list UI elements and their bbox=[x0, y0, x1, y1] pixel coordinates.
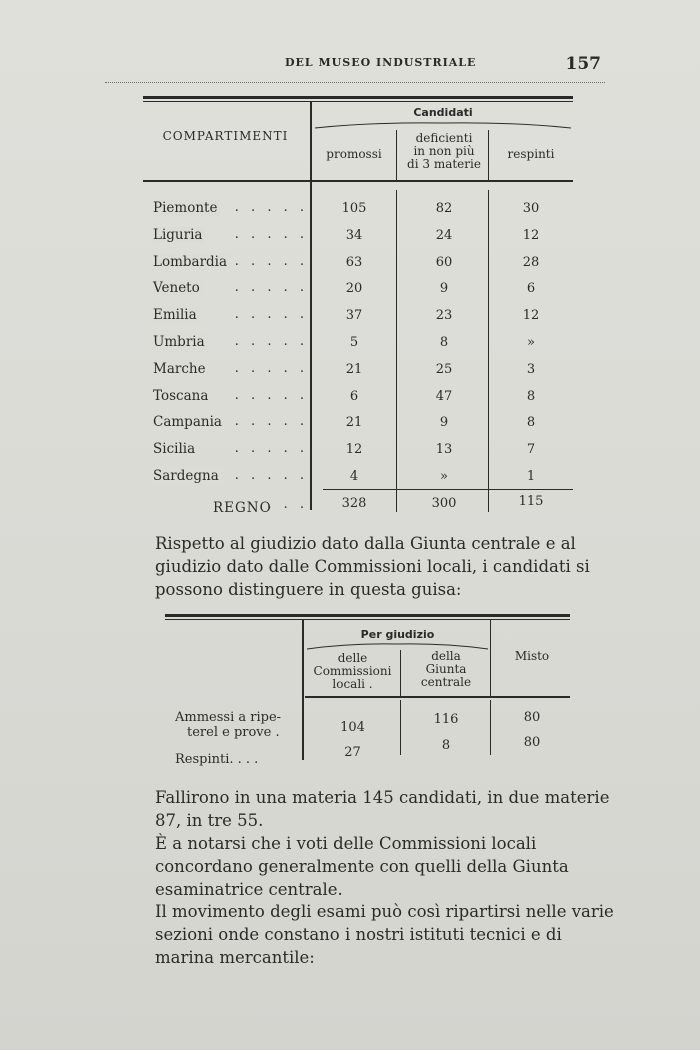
col-header-commissioni bbox=[305, 652, 400, 691]
leader-dots: . . . . . bbox=[234, 360, 308, 376]
row-name: Emilia bbox=[153, 307, 200, 323]
table2-header-rule bbox=[305, 696, 570, 698]
row-label-ammessi-line1: Ammessi a ripe- bbox=[175, 710, 282, 725]
paragraph-2: Fallirono in una materia 145 candidati, in due materie 87, in tre 55. bbox=[155, 788, 610, 830]
cell-deficienti: 9 bbox=[439, 281, 449, 297]
page-number: 157 bbox=[565, 54, 601, 74]
cell-promossi: 34 bbox=[345, 227, 363, 243]
row-label-ammessi bbox=[175, 710, 300, 740]
paragraph-1: Rispetto al giudizio dato dalla Giunta centrale e al giudizio dato dalle Commissioni locali, i candidati si possono distinguere in questa guisa: bbox=[155, 534, 590, 599]
leader-dots: . . . . . bbox=[234, 414, 308, 430]
col-header-commissioni-line3: locali . bbox=[332, 677, 373, 691]
col-header-giunta bbox=[402, 650, 490, 689]
cell-promossi: 105 bbox=[341, 201, 367, 216]
table2-col-divider-2 bbox=[490, 700, 491, 755]
col-header-deficienti-line2: in non più bbox=[413, 144, 475, 158]
cell-deficienti: 8 bbox=[439, 335, 449, 350]
table-row bbox=[143, 250, 573, 276]
ammessi-giunta: 116 bbox=[433, 712, 459, 727]
respinti-misto: 80 bbox=[523, 735, 541, 750]
table-row bbox=[143, 464, 573, 490]
judgement-table bbox=[165, 612, 575, 767]
cell-respinti: 8 bbox=[526, 415, 536, 431]
cell-promossi: 37 bbox=[345, 308, 363, 324]
leader-dots: . . . . . bbox=[234, 307, 308, 323]
cell-respinti: 12 bbox=[522, 308, 540, 324]
leader-dots: . . . . . bbox=[234, 334, 308, 349]
cell-deficienti: 13 bbox=[435, 442, 453, 458]
cell-promossi: 6 bbox=[349, 388, 359, 404]
cell-respinti: 3 bbox=[526, 361, 536, 377]
respinti-commissioni: 27 bbox=[344, 745, 361, 760]
candidates-table bbox=[143, 96, 573, 516]
table2-col-divider-2h bbox=[490, 620, 491, 696]
col-divider-1h bbox=[396, 130, 397, 182]
col-header-promossi: promossi bbox=[326, 147, 382, 161]
table2-top-rule bbox=[165, 614, 570, 617]
leader-dots: . . . . . bbox=[234, 387, 308, 403]
row-name: Toscana bbox=[153, 388, 211, 404]
row-name: Sicilia bbox=[153, 441, 198, 457]
row-name: Lombardia bbox=[153, 254, 230, 270]
total-respinti: 115 bbox=[518, 494, 544, 509]
group-header-per-giudizio: Per giudizio bbox=[360, 628, 435, 641]
col-header-giunta-line2: Giunta bbox=[425, 662, 467, 676]
table-row bbox=[143, 223, 573, 249]
col-header-giunta-line3: centrale bbox=[420, 675, 472, 689]
row-name: Umbria bbox=[153, 334, 208, 350]
row-name: Liguria bbox=[153, 227, 205, 243]
row-name: Marche bbox=[153, 361, 209, 377]
table-row bbox=[143, 276, 573, 302]
table-row bbox=[143, 384, 573, 410]
table-row bbox=[143, 357, 573, 383]
cell-deficienti: » bbox=[440, 469, 448, 484]
total-rule bbox=[323, 489, 573, 490]
leader-dots: . . . . . bbox=[234, 226, 308, 242]
cell-respinti: » bbox=[527, 335, 535, 350]
table2-col-divider-1h bbox=[400, 650, 401, 696]
row-name: Sardegna bbox=[153, 468, 222, 484]
cell-deficienti: 47 bbox=[435, 388, 453, 404]
cell-respinti: 8 bbox=[526, 388, 536, 404]
row-name: Piemonte bbox=[153, 200, 220, 216]
total-label: REGNO bbox=[213, 500, 272, 516]
running-header-title: DEL MUSEO INDUSTRIALE bbox=[285, 56, 477, 69]
leader-dots: . . . . . bbox=[234, 200, 308, 215]
table-row bbox=[143, 410, 573, 436]
paragraph-4: Il movimento degli esami può così ripartirsi nelle varie sezioni onde constano i nostri istituti tecnici e di marina mercantile: bbox=[155, 902, 614, 967]
col-header-commissioni-line2: Commissioni bbox=[313, 664, 392, 678]
group-header-candidati: Candidati bbox=[413, 106, 473, 119]
cell-deficienti: 24 bbox=[435, 227, 453, 243]
cell-deficienti: 9 bbox=[439, 415, 449, 431]
stub-header: COMPARTIMENTI bbox=[162, 129, 289, 143]
table2-col-divider-1 bbox=[400, 700, 401, 755]
leader-dots: . . . . . bbox=[234, 441, 308, 457]
table-top-rule bbox=[143, 96, 573, 99]
col-header-deficienti bbox=[399, 132, 489, 171]
leader-dots: . . . bbox=[267, 497, 308, 512]
cell-respinti: 30 bbox=[522, 201, 540, 216]
cell-respinti: 12 bbox=[522, 227, 540, 243]
row-label-ammessi-line2: terel e prove . bbox=[187, 725, 280, 740]
table-row bbox=[143, 196, 573, 222]
cell-respinti: 7 bbox=[526, 442, 536, 458]
table2-stub-divider bbox=[302, 620, 304, 760]
cell-promossi: 4 bbox=[349, 469, 359, 484]
cell-promossi: 21 bbox=[345, 361, 363, 377]
running-header bbox=[105, 52, 605, 83]
row-name: Veneto bbox=[153, 280, 203, 296]
total-deficienti: 300 bbox=[431, 496, 457, 511]
col-header-respinti: respinti bbox=[507, 147, 555, 161]
table2-top-rule-thin bbox=[165, 619, 570, 620]
group-brace bbox=[313, 120, 573, 130]
table-top-rule-thin bbox=[143, 101, 573, 102]
cell-promossi: 21 bbox=[345, 415, 363, 431]
row-label-respinti: Respinti. . . . bbox=[175, 752, 259, 767]
respinti-giunta: 8 bbox=[441, 738, 451, 753]
cell-promossi: 20 bbox=[345, 281, 363, 297]
table-row bbox=[143, 303, 573, 329]
cell-deficienti: 23 bbox=[435, 308, 453, 324]
col-header-deficienti-line3: di 3 materie bbox=[407, 157, 481, 171]
leader-dots: . . . . . bbox=[234, 280, 308, 296]
leader-dots: . . . . . bbox=[234, 253, 308, 269]
paragraph-3: È a notarsi che i voti delle Commissioni locali concordano generalmente con quelli della Giunta esaminatrice centrale. bbox=[155, 834, 569, 899]
cell-promossi: 5 bbox=[349, 335, 359, 350]
col-header-misto: Misto bbox=[514, 649, 550, 663]
cell-promossi: 12 bbox=[345, 442, 363, 458]
ammessi-commissioni: 104 bbox=[340, 720, 365, 735]
cell-deficienti: 60 bbox=[435, 254, 453, 270]
cell-respinti: 28 bbox=[522, 254, 540, 270]
row-name: Campania bbox=[153, 414, 225, 430]
total-promossi: 328 bbox=[341, 496, 367, 511]
col-header-giunta-line1: della bbox=[431, 649, 461, 663]
col-header-commissioni-line1: delle bbox=[337, 651, 368, 665]
col-header-deficienti-line1: deficienti bbox=[415, 131, 473, 145]
header-rule bbox=[143, 180, 573, 182]
table-row bbox=[143, 437, 573, 463]
ammessi-misto: 80 bbox=[523, 710, 541, 725]
leader-dots: . . . . . bbox=[234, 468, 308, 483]
total-row bbox=[143, 492, 573, 518]
cell-promossi: 63 bbox=[345, 254, 363, 270]
cell-deficienti: 25 bbox=[435, 361, 453, 377]
cell-respinti: 1 bbox=[526, 469, 536, 484]
cell-deficienti: 82 bbox=[435, 201, 453, 216]
cell-respinti: 6 bbox=[526, 281, 536, 297]
table-row bbox=[143, 330, 573, 356]
